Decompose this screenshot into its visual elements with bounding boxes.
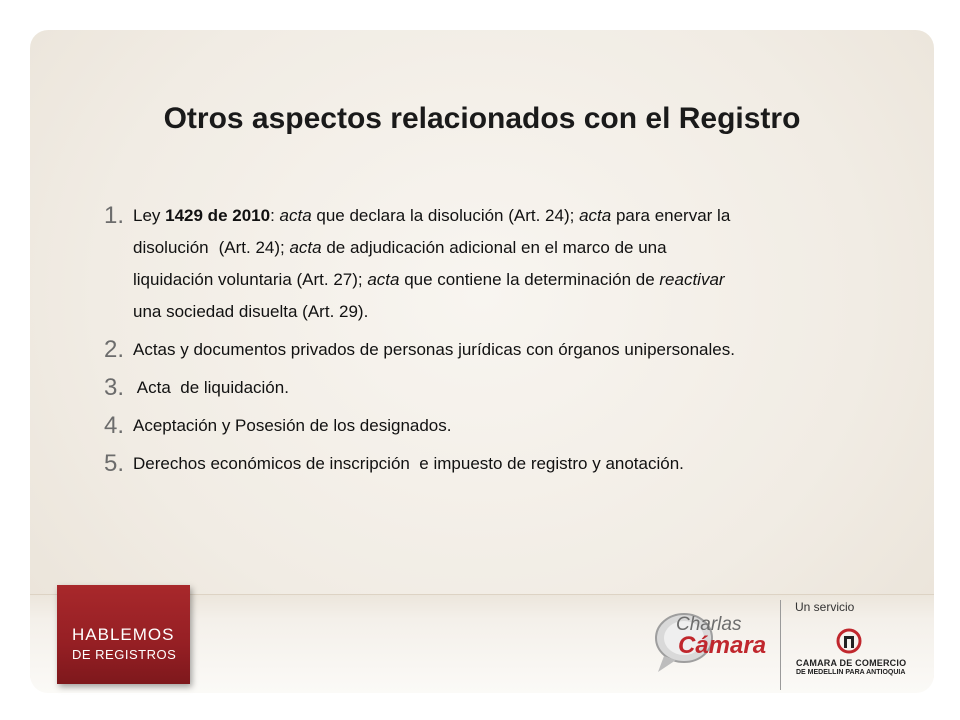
item-text: Ley 1429 de 2010: acta que declara la disolución (Art. 24); acta para enervar la disolución (Art. 24); acta de adjudicación adicional en el marco de una liquidación voluntaria (Art. 27); acta que contiene la determinación de reactivar una sociedad disuelta (Art. 29). xyxy=(133,206,731,321)
badge-subtitle: DE REGISTROS xyxy=(72,647,177,662)
list-item xyxy=(104,448,934,480)
badge-title: HABLEMOS xyxy=(72,625,175,644)
hablemos-de-registros-badge xyxy=(57,585,190,684)
item-text: Aceptación y Posesión de los designados. xyxy=(133,416,452,435)
list-item xyxy=(104,410,934,442)
item-number: 5. xyxy=(104,450,125,477)
charlas-camara-logo xyxy=(650,602,770,682)
camara-text: Cámara xyxy=(678,632,767,659)
content-list xyxy=(104,200,934,486)
list-item xyxy=(104,334,934,366)
camara-de-comercio-logo-icon xyxy=(836,628,862,654)
list-item xyxy=(104,372,934,404)
camara-de-comercio-subtitle: DE MEDELLIN PARA ANTIOQUIA xyxy=(796,669,906,676)
slide-title: Otros aspectos relacionados con el Registro xyxy=(163,102,801,135)
un-servicio-label: Un servicio xyxy=(795,600,855,614)
camara-de-comercio-name: CAMARA DE COMERCIO xyxy=(796,658,907,668)
item-number: 3. xyxy=(104,374,125,401)
list-item xyxy=(104,200,934,328)
item-text: Acta de liquidación. xyxy=(133,378,289,397)
item-number: 2. xyxy=(104,336,125,363)
item-text: Derechos económicos de inscripción e impuesto de registro y anotación. xyxy=(133,454,684,473)
footer-divider xyxy=(780,600,781,690)
item-text: Actas y documentos privados de personas jurídicas con órganos unipersonales. xyxy=(133,340,735,359)
item-number: 4. xyxy=(104,412,125,439)
item-number: 1. xyxy=(104,202,125,229)
charlas-text: Charlas xyxy=(676,614,742,635)
